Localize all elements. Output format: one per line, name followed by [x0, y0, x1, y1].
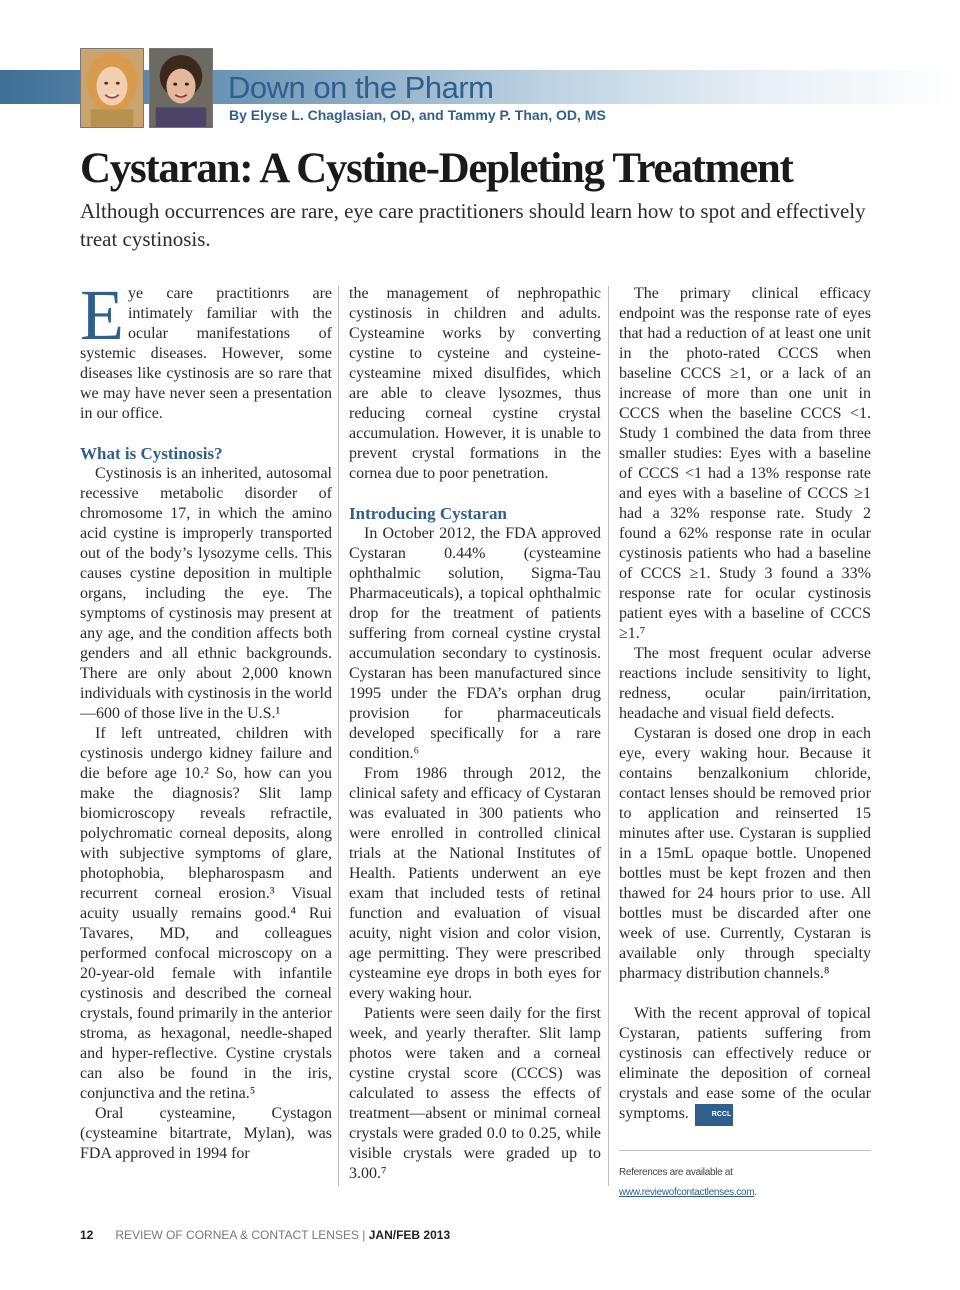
conclusion-paragraph: [619, 1004, 871, 1126]
article-title: Cystaran: A Cystine-Depleting Treatment: [80, 145, 793, 192]
column-divider: [608, 286, 609, 1186]
author-portrait-image: [150, 49, 212, 127]
section-heading: What is Cystinosis?: [80, 444, 223, 463]
drop-cap: E: [80, 275, 124, 355]
references-link[interactable]: www.reviewofcontactlenses.com: [619, 1187, 755, 1198]
issue-date: JAN/FEB 2013: [368, 1228, 451, 1242]
column-divider: [338, 286, 339, 1186]
references-end: .: [754, 1187, 757, 1198]
conclusion-text: With the recent approval of topical Cystaran, patients suffering from cystinosis can effectively reduce or eliminate the deposition of corneal crystals and ease some of the ocular symptoms.: [619, 1005, 871, 1122]
body-paragraph: Cystinosis is an inherited, autosomal recessive metabolic disorder of chromosome 17, in which the amino acid cystine is improperly transported out of the body’s lysozyme cells. This causes cystine deposition in multiple organs, including the eye. The symptoms of cystinosis may present at any age, and the condition affects both genders and all ethnic backgrounds. There are only about 2,000 known individuals with cystinosis in the world—600 of those live in the U.S.¹: [80, 465, 332, 722]
author-portrait-image: [81, 49, 143, 127]
article-column-2: [349, 284, 601, 1184]
intro-paragraph: [80, 275, 332, 424]
author-photo-than: [149, 48, 213, 128]
body-paragraph: In October 2012, the FDA approved Cystaran 0.44% (cysteamine ophthalmic solution, Sigma-Tau Pharmaceuticals), a topical ophthalmic drop for the treatment of patients suffering from corneal cystine crystal accumulation secondary to cystinosis. Cystaran has been manufactured since 1995 under the FDA’s orphan drug provision for pharmaceuticals developed specifically for a rare condition.⁶: [349, 525, 601, 762]
references-note: [619, 1150, 871, 1203]
section-heading: Introducing Cystaran: [349, 504, 507, 523]
article-column-1: [80, 275, 332, 1164]
body-paragraph: Cystaran is dosed one drop in each eye, every waking hour. Because it contains benzalkonium chloride, contact lenses should be removed prior to application and reinserted 15 minutes after use. Cystaran is supplied in a 15mL opaque bottle. Unopened bottles must be kept frozen and then thawed for 24 hours prior to use. All bottles must be discarded after one week of use. Currently, Cystaran is available only through specialty pharmacy distribution channels.⁸: [619, 725, 871, 982]
author-photo-chaglasian: [80, 48, 144, 128]
body-paragraph: Patients were seen daily for the first week, and yearly therafter. Slit lamp photos were taken and a corneal cystine crystal score (CCCS) was calculated to assess the effects of treatment—absent or minimal corneal crystals were graded 0.0 to 0.25, while visible crystals were graded up to 3.00.⁷: [349, 1005, 601, 1182]
references-label: References are available at: [619, 1167, 733, 1178]
column-title: Down on the Pharm: [228, 70, 494, 105]
article-column-3: [619, 284, 871, 1203]
publication-name: REVIEW OF CORNEA & CONTACT LENSES |: [115, 1228, 369, 1242]
body-paragraph: The most frequent ocular adverse reactions include sensitivity to light, redness, ocular pain/irritation, headache and visual field defects.: [619, 645, 871, 722]
body-paragraph: From 1986 through 2012, the clinical safety and efficacy of Cystaran was evaluated in 300 patients who were enrolled in controlled clinical trials at the National Institutes of Health. Patients underwent an eye exam that included tests of retinal function and evaluation of visual acuity, night vision and color vision, age permitting. They were prescribed cysteamine eye drops in both eyes for every waking hour.: [349, 765, 601, 1002]
body-paragraph: If left untreated, children with cystinosis undergo kidney failure and die before age 10.² So, how can you make the diagnosis? Slit lamp biomicroscopy reveals refractile, polychromatic corneal deposits, along with subjective symptoms of glare, photophobia, blepharospasm and recurrent corneal erosion.³ Visual acuity usually remains good.⁴ Rui Tavares, MD, and colleagues performed confocal microscopy on a 20-year-old female with infantile cystinosis and described the corneal crystals, found primarily in the anterior stroma, as hexagonal, needle-shaped and hyper-reflective. Cystine crystals can also be found in the iris, conjunctiva and the retina.⁵: [80, 725, 332, 1102]
article-subtitle: Although occurrences are rare, eye care practitioners should learn how to spot and effectively treat cystinosis.: [80, 199, 866, 251]
byline: By Elyse L. Chaglasian, OD, and Tammy P. Than, OD, MS: [229, 107, 606, 123]
body-paragraph: Oral cysteamine, Cystagon (cysteamine bitartrate, Mylan), was FDA approved in 1994 for: [80, 1105, 332, 1162]
paragraph-spacer: [619, 984, 871, 1004]
body-paragraph: the management of nephropathic cystinosis in children and adults. Cysteamine works by converting cystine to cysteine and cysteine-cysteamine mixed disulfides, which are able to cleave lysozmes, thus reducing corneal cystine crystal accumulation. However, it is unable to prevent crystal formations in the cornea due to poor penetration.: [349, 285, 601, 482]
body-paragraph: The primary clinical efficacy endpoint was the response rate of eyes that had a reduction of at least one unit in the photo-rated CCCS when baseline CCCS ≥1, or a lack of an increase of more than one unit in CCCS when the baseline CCCS <1. Study 1 combined the data from three smaller studies: Eyes with a baseline of CCCS <1 had a 13% response rate and eyes with a baseline of CCCS ≥1 had a 32% response rate. Study 2 found a 62% response rate in ocular cystinosis patients who had a baseline of CCCS ≥1. Study 3 found a 33% response rate for ocular cystinosis patient eyes with a baseline of CCCS ≥1.⁷: [619, 285, 871, 642]
page-number: 12: [80, 1228, 94, 1242]
intro-text: ye care practitionrs are intimately familiar with the ocular manifestations of systemic diseases. However, some diseases like cystinosis are so rare that we may have never seen a presentation in our office.: [80, 285, 332, 422]
page-footer: [80, 1228, 450, 1242]
end-mark-logo: RCCL: [695, 1104, 733, 1126]
